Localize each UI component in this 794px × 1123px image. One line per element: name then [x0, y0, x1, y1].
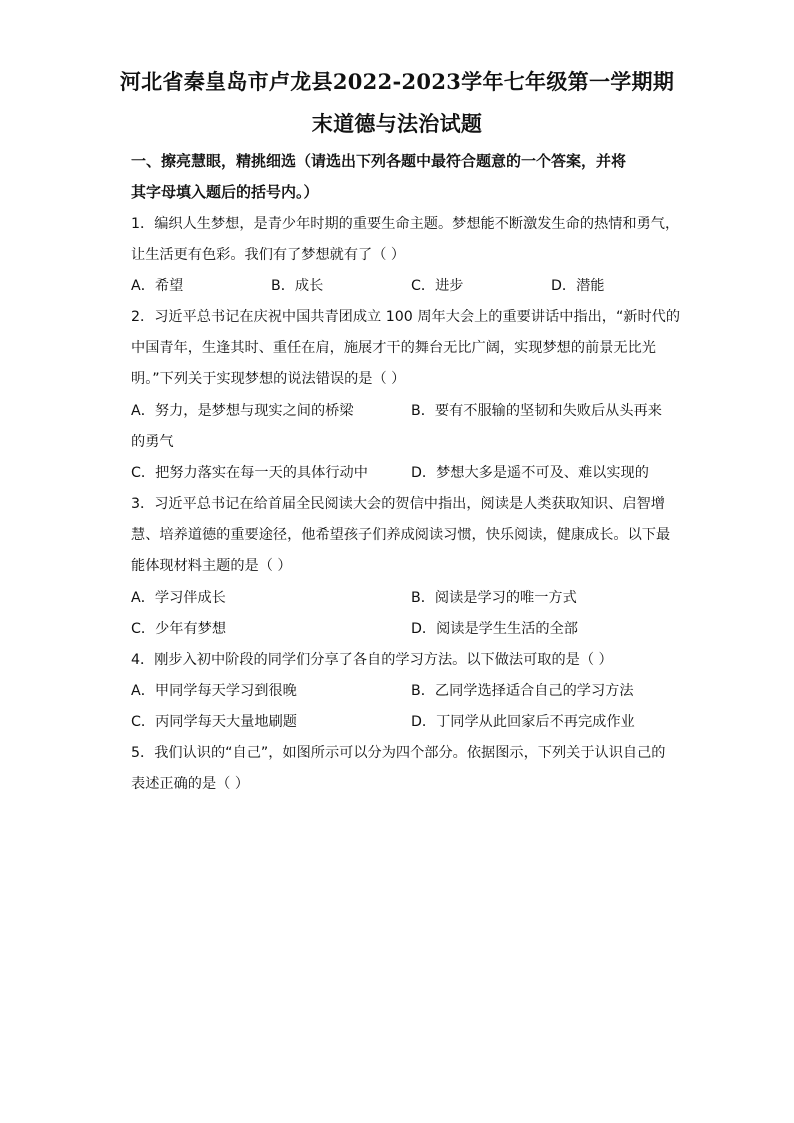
- q5-line1: 5．我们认识的“自己”，如图所示可以分为四个部分。依据图示，下列关于认识自己的: [131, 745, 666, 761]
- q3-option-b: B．阅读是学习的唯一方式: [411, 590, 577, 606]
- q1-option-d: D．潜能: [551, 278, 605, 294]
- q2-line2: 中国青年，生逢其时、重任在肩，施展才干的舞台无比广阔，实现梦想的前景无比光: [131, 340, 656, 356]
- q3-option-c: C．少年有梦想: [131, 621, 227, 637]
- q5-line2: 表述正确的是（ ）: [131, 776, 250, 792]
- q1-option-c: C．进步: [411, 278, 464, 294]
- section1-heading-line2: 其字母填入题后的括号内。）: [131, 183, 319, 201]
- q3-option-d: D．阅读是学生生活的全部: [411, 621, 578, 637]
- q2-line1: 2．习近平总书记在庆祝中国共青团成立 100 周年大会上的重要讲话中指出，“新时代的: [131, 309, 681, 325]
- q4-option-c: C．丙同学每天大量地刷题: [131, 714, 297, 730]
- q2-option-d: D．梦想大多是遥不可及、难以实现的: [411, 465, 649, 481]
- q1-option-a: A．希望: [131, 278, 184, 294]
- q2-option-b: B．要有不服输的坚韧和失败后从头再来: [411, 403, 662, 419]
- exam-title-line1: 河北省秦皇岛市卢龙县2022-2023学年七年级第一学期期: [119, 69, 675, 94]
- q4-line1: 4．刚步入初中阶段的同学们分享了各自的学习方法。以下做法可取的是（ ）: [131, 652, 613, 668]
- q3-line3: 能体现材料主题的是（ ）: [131, 558, 292, 574]
- q2-option-a: A．努力，是梦想与现实之间的桥梁: [131, 403, 354, 419]
- q3-line1: 3．习近平总书记在给首届全民阅读大会的贺信中指出，阅读是人类获取知识、启智增: [131, 496, 665, 512]
- q3-option-a: A．学习伴成长: [131, 590, 226, 606]
- q2-line3: 明。”下列关于实现梦想的说法错误的是（ ）: [131, 371, 406, 387]
- q4-option-b: B．乙同学选择适合自己的学习方法: [411, 683, 634, 699]
- section1-heading-line1: 一、擦亮慧眼，精挑细选（请选出下列各题中最符合题意的一个答案，并将: [131, 152, 627, 170]
- q1-option-b: B．成长: [271, 278, 324, 294]
- exam-title-line2: 末道德与法治试题: [311, 111, 483, 136]
- q2-option-c: C．把努力落实在每一天的具体行动中: [131, 465, 368, 481]
- q1-line1: 1．编织人生梦想，是青少年时期的重要生命主题。梦想能不断激发生命的热情和勇气，: [131, 216, 680, 232]
- q4-option-d: D．丁同学从此回家后不再完成作业: [411, 714, 635, 730]
- q3-line2: 慧、培养道德的重要途径，他希望孩子们养成阅读习惯，快乐阅读，健康成长。以下最: [131, 527, 671, 543]
- q4-option-a: A．甲同学每天学习到很晚: [131, 683, 297, 699]
- q2-option-b-cont: 的勇气: [131, 434, 174, 450]
- q1-line2: 让生活更有色彩。我们有了梦想就有了（ ）: [131, 247, 406, 263]
